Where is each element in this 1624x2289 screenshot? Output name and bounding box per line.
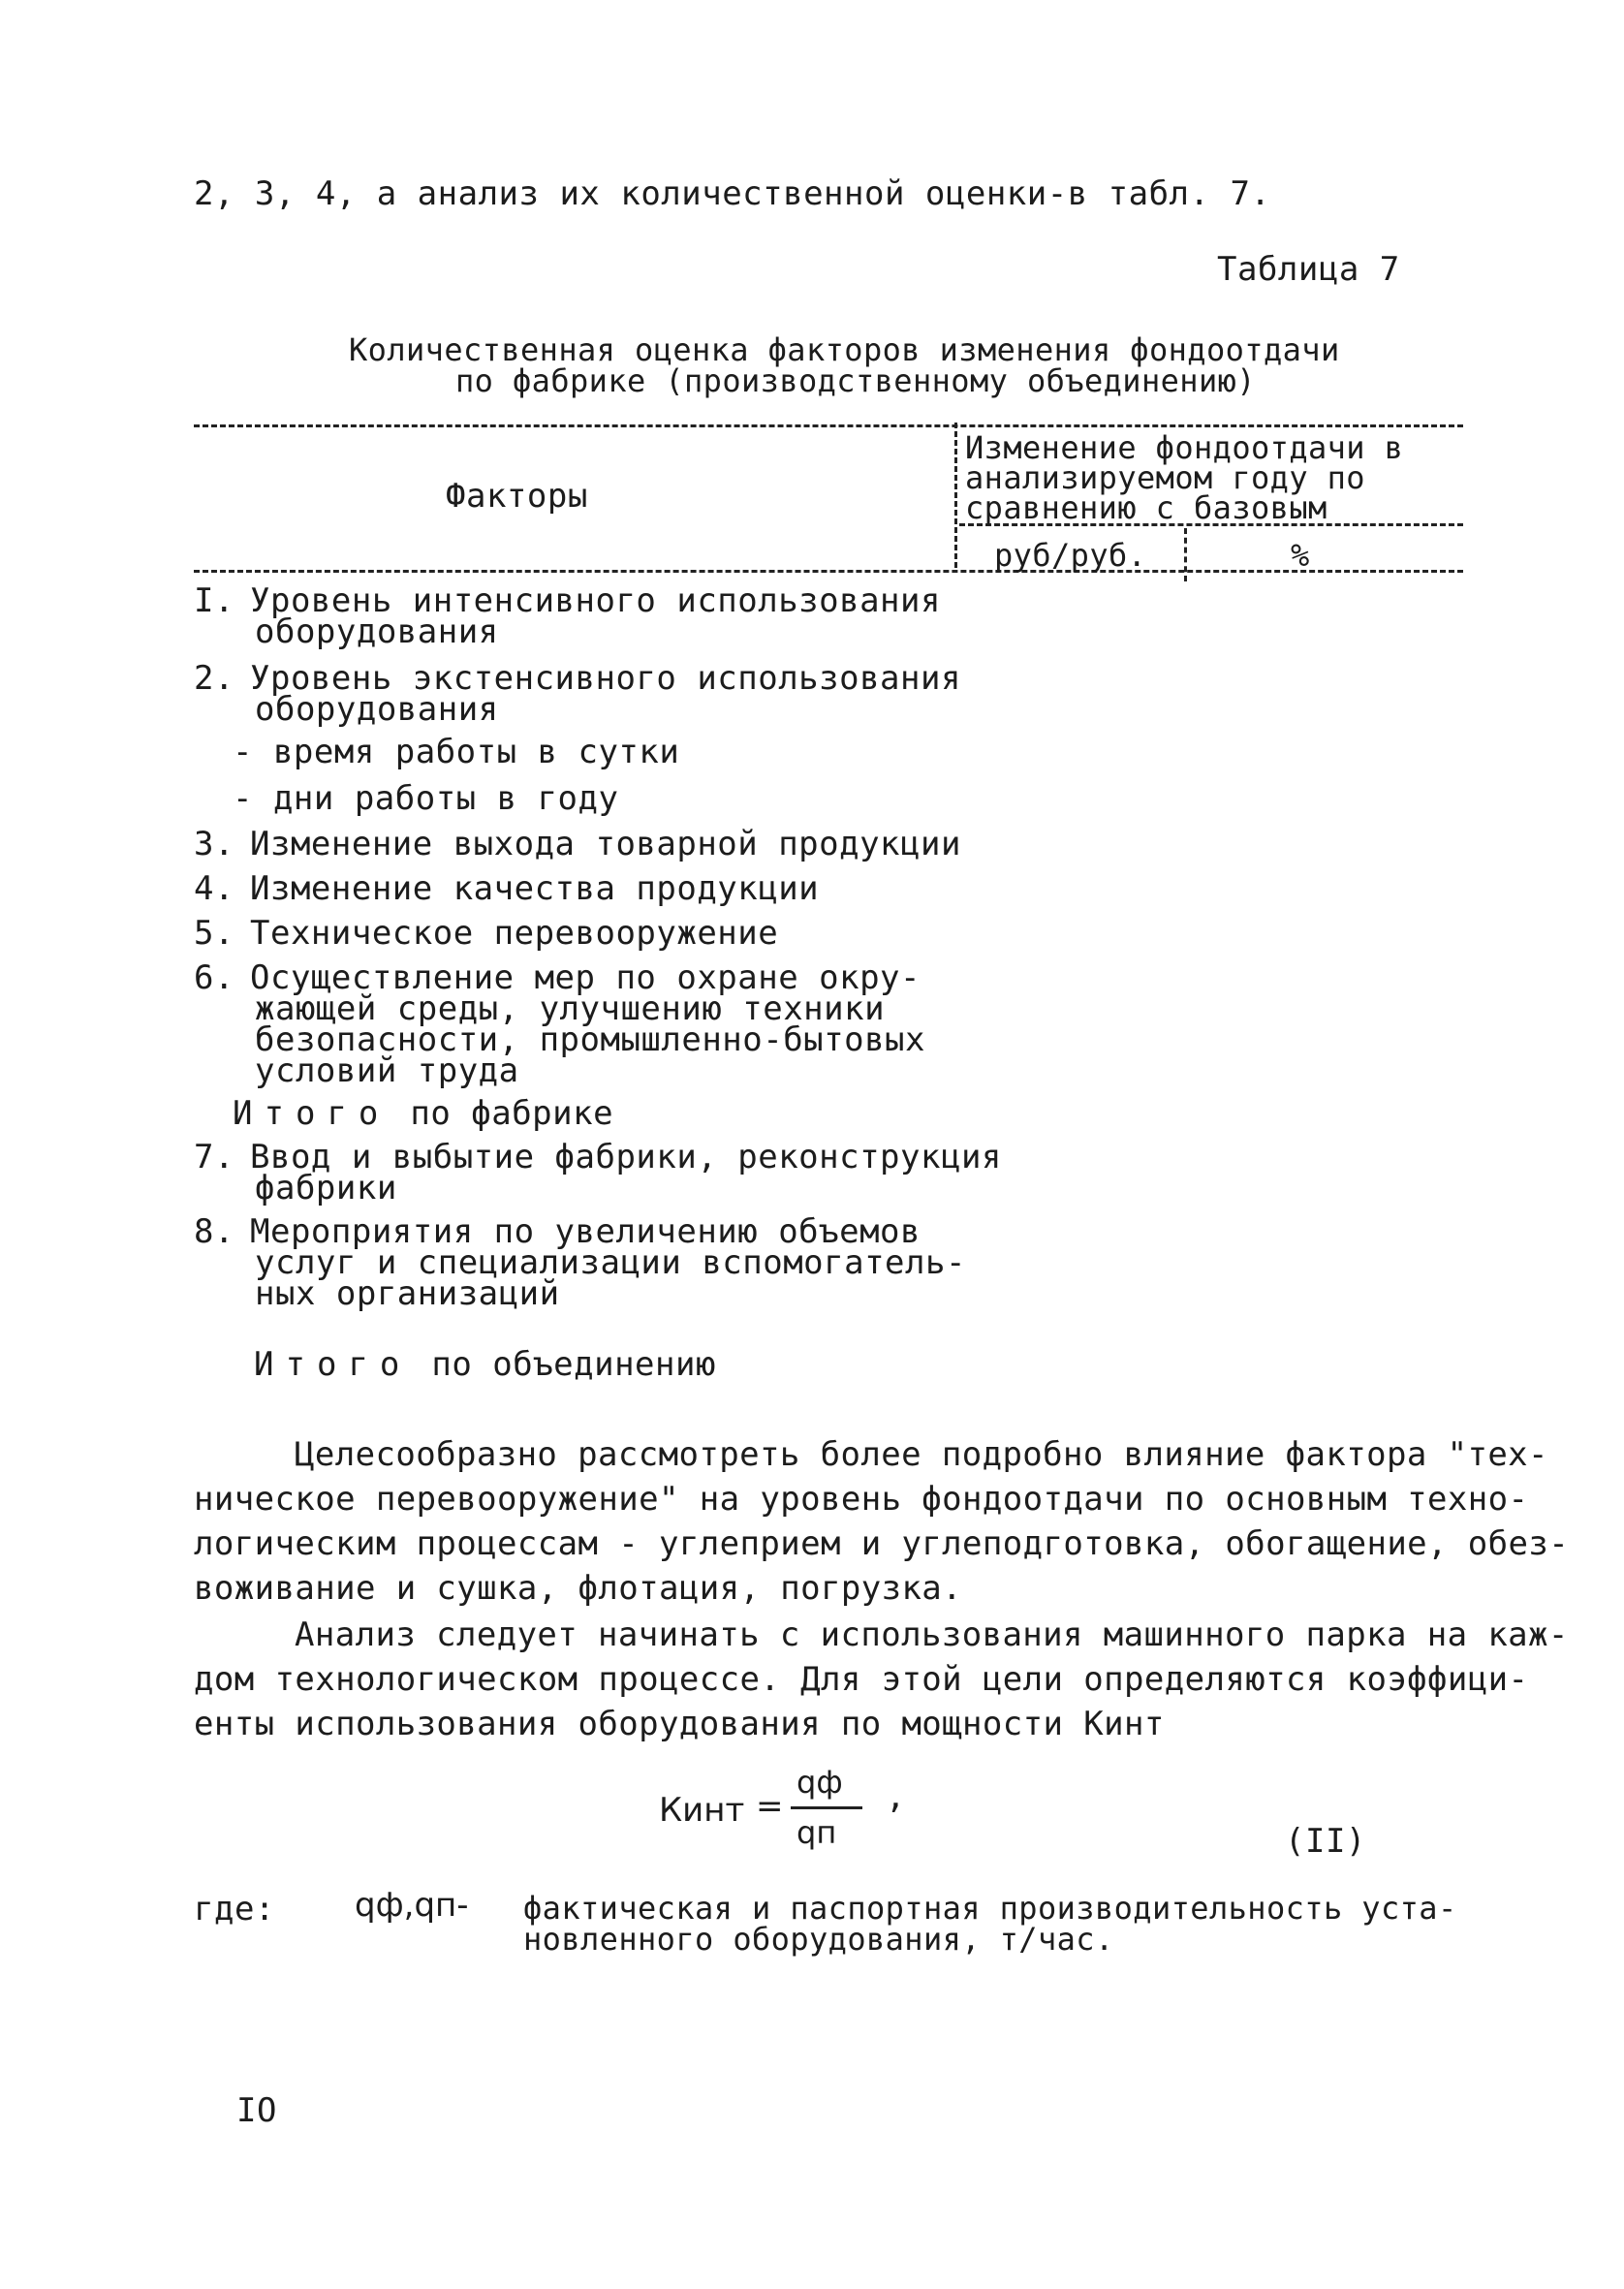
factor-row: [194, 1138, 1002, 1207]
factor-text-cont: ных организаций: [255, 1274, 560, 1313]
formula-lhs: Кинт: [659, 1791, 745, 1830]
where-symbols: qф,qп-: [355, 1886, 469, 1925]
factor-number: 6.: [194, 958, 234, 997]
factor-text: Уровень экстенсивного использования: [250, 659, 961, 698]
factor-text-cont: жающей среды, улучшению техники: [255, 989, 886, 1028]
formula-number: (II): [1285, 1822, 1366, 1861]
header-factors: Факторы: [446, 477, 588, 516]
factor-number: 5.: [194, 914, 234, 953]
page-number: IO: [236, 2091, 277, 2130]
table-header-bottom-rule: [194, 570, 1463, 573]
paragraph-line: енты использования оборудования по мощности Кинт: [194, 1705, 1165, 1743]
factor-text: - время работы в сутки: [233, 733, 680, 771]
factor-number: I.: [194, 581, 234, 620]
header-change-line1: Изменение фондоотдачи в: [965, 429, 1404, 466]
total-word: Итого: [254, 1345, 412, 1384]
subtotal-rest: по фабрике: [410, 1094, 614, 1133]
unit-column-divider: [1184, 528, 1187, 581]
table-top-rule: [194, 424, 1463, 427]
formula-numerator: qф: [796, 1764, 843, 1801]
factor-row: [194, 914, 779, 953]
formula-comma: ,: [886, 1777, 906, 1816]
factor-number: 7.: [194, 1138, 234, 1176]
factor-number: 8.: [194, 1212, 234, 1251]
paragraph-2: [194, 1613, 1569, 1746]
factor-row: [194, 958, 926, 1090]
paragraph-line: ническое перевооружение" на уровень фондоотдачи по основным техно-: [194, 1480, 1529, 1519]
factor-row: [194, 1212, 966, 1313]
header-column-divider: [954, 423, 957, 568]
factor-text: Мероприятия по увеличению объемов: [250, 1212, 921, 1251]
factor-number: 3.: [194, 825, 234, 863]
formula-equals: =: [756, 1787, 784, 1826]
factor-row: [194, 659, 961, 729]
factor-text-cont: оборудования: [255, 612, 499, 651]
factor-text-cont: безопасности, промышленно-бытовых: [255, 1020, 926, 1059]
factor-text-cont: оборудования: [255, 690, 499, 729]
factor-subrow: [233, 779, 619, 818]
total-union: [254, 1345, 716, 1384]
header-unit-pct: %: [1291, 537, 1310, 574]
factor-text-cont: услуг и специализации вспомогатель-: [255, 1243, 966, 1282]
where-line2: новленного оборудования, т/час.: [523, 1921, 1114, 1958]
factor-text: - дни работы в году: [233, 779, 619, 818]
table-title-line1: Количественная оценка факторов изменения фондоотдачи: [349, 331, 1340, 368]
total-rest: по объединению: [431, 1345, 716, 1384]
factor-text-cont: условий труда: [255, 1051, 519, 1090]
paragraph-1: [194, 1432, 1570, 1611]
header-unit-rub: руб/руб.: [994, 537, 1147, 574]
factor-row: [194, 869, 820, 908]
factor-text: Осуществление мер по охране окру-: [250, 958, 921, 997]
factor-subrow: [233, 733, 680, 771]
fraction-bar: [791, 1806, 862, 1809]
factor-text: Уровень интенсивного использования: [250, 581, 941, 620]
factor-text: Изменение выхода товарной продукции: [250, 825, 961, 863]
paragraph-line: воживание и сушка, флотация, погрузка.: [194, 1569, 963, 1608]
factor-number: 4.: [194, 869, 234, 908]
subtotal-word: Итого: [233, 1094, 390, 1133]
factor-text: Техническое перевооружение: [250, 914, 779, 953]
table-label: Таблица 7: [1217, 250, 1400, 289]
paragraph-line: Анализ следует начинать с использования машинного парка на каж-: [295, 1615, 1569, 1654]
where-label: где:: [194, 1890, 275, 1928]
factor-text: Ввод и выбытие фабрики, реконструкция: [250, 1138, 1002, 1176]
formula-denominator: qп: [796, 1814, 837, 1851]
paragraph-line: логическим процессам - углеприем и углеподготовка, обогащение, обез-: [194, 1524, 1570, 1563]
header-change-line2: анализируемом году по: [965, 459, 1365, 496]
factor-text: Изменение качества продукции: [250, 869, 820, 908]
where-line1: фактическая и паспортная производительность уста-: [523, 1890, 1457, 1927]
subtotal-factory: [233, 1094, 614, 1133]
header-change-line3: сравнению с базовым: [965, 489, 1327, 526]
paragraph-line: дом технологическом процессе. Для этой цели определяются коэффици-: [194, 1660, 1529, 1699]
factor-row: [194, 581, 941, 651]
intro-line: 2, 3, 4, а анализ их количественной оценки-в табл. 7.: [194, 174, 1271, 213]
paragraph-line: Целесообразно рассмотреть более подробно влияние фактора "тех-: [295, 1435, 1548, 1474]
table-title-line2: по фабрике (производственному объединению): [455, 362, 1256, 399]
factor-row: [194, 825, 961, 863]
factor-number: 2.: [194, 659, 234, 698]
factor-text-cont: фабрики: [255, 1169, 397, 1207]
